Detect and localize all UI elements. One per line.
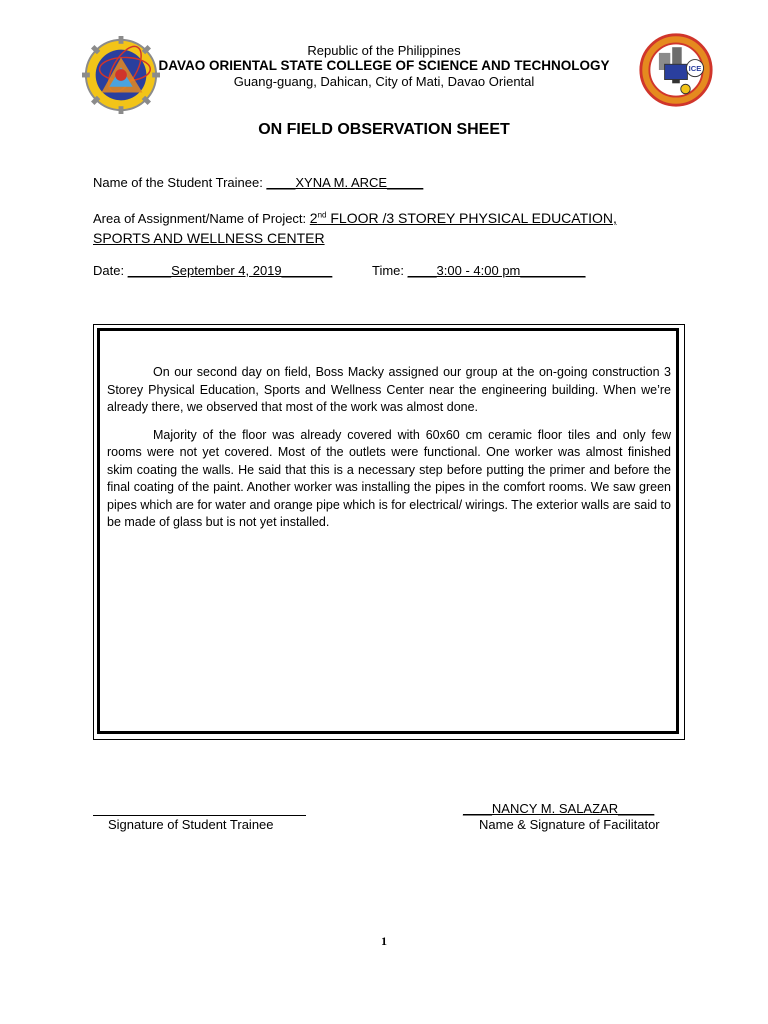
page-title: ON FIELD OBSERVATION SHEET [258, 121, 510, 138]
assignment-row [93, 210, 617, 226]
college-name: DAVAO ORIENTAL STATE COLLEGE OF SCIENCE AND TECHNOLOGY [158, 58, 610, 73]
page-number: 1 [381, 934, 387, 948]
observation-paragraph-2: Majority of the floor was already covered with 60x60 cm ceramic floor tiles and only few rooms were not yet covered. Most of the outlets were functional. One worker was almost finished skim coating the walls. He said that this is a necessary step before putting the primer and before the final coating of the paint. Another worker was installing the pipes in the comfort rooms. We saw green pipes which are for water and orange pipe which is for electrical/ wirings. The exterior walls are said to be made of glass but is not yet installed. [107, 427, 671, 529]
facilitator-name: ____NANCY M. SALAZAR_____ [463, 801, 655, 816]
college-address: Guang-guang, Dahican, City of Mati, Davao Oriental [233, 74, 535, 89]
assignment-label: Area of Assignment/Name of Project: [93, 211, 310, 226]
date-label: Date: [93, 263, 128, 278]
republic-line: Republic of the Philippines [307, 43, 461, 58]
assignment-value-line2: SPORTS AND WELLNESS CENTER [93, 230, 325, 246]
trainee-signature-caption: Signature of Student Trainee [108, 817, 274, 832]
letterhead [0, 43, 768, 89]
assignment-value-rest: FLOOR /3 STOREY PHYSICAL EDUCATION, [326, 210, 617, 226]
date-row [93, 263, 332, 278]
observation-text [107, 364, 671, 532]
trainee-name-label: Name of the Student Trainee: [93, 175, 267, 190]
assignment-value-sup: nd [317, 210, 327, 220]
assignment-value-prefix: 2 [309, 210, 318, 226]
date-value: ______September 4, 2019_______ [127, 263, 333, 278]
time-label: Time: [372, 263, 408, 278]
trainee-signature-line [93, 815, 306, 816]
trainee-name-row [93, 175, 423, 190]
time-value: ____3:00 - 4:00 pm_________ [407, 263, 586, 278]
facilitator-signature-caption: Name & Signature of Facilitator [479, 817, 660, 832]
time-row [372, 263, 585, 278]
ice-logo-text: ICE [688, 63, 702, 73]
assignment-value [310, 210, 617, 226]
observation-paragraph-1: On our second day on field, Boss Macky assigned our group at the on-going construction 3 Storey Physical Education, Sports and Wellness Center near the engineering building. When we’re already there, we observed that most of the work was almost done. [107, 365, 671, 414]
trainee-name-value: ____XYNA M. ARCE_____ [266, 175, 424, 190]
